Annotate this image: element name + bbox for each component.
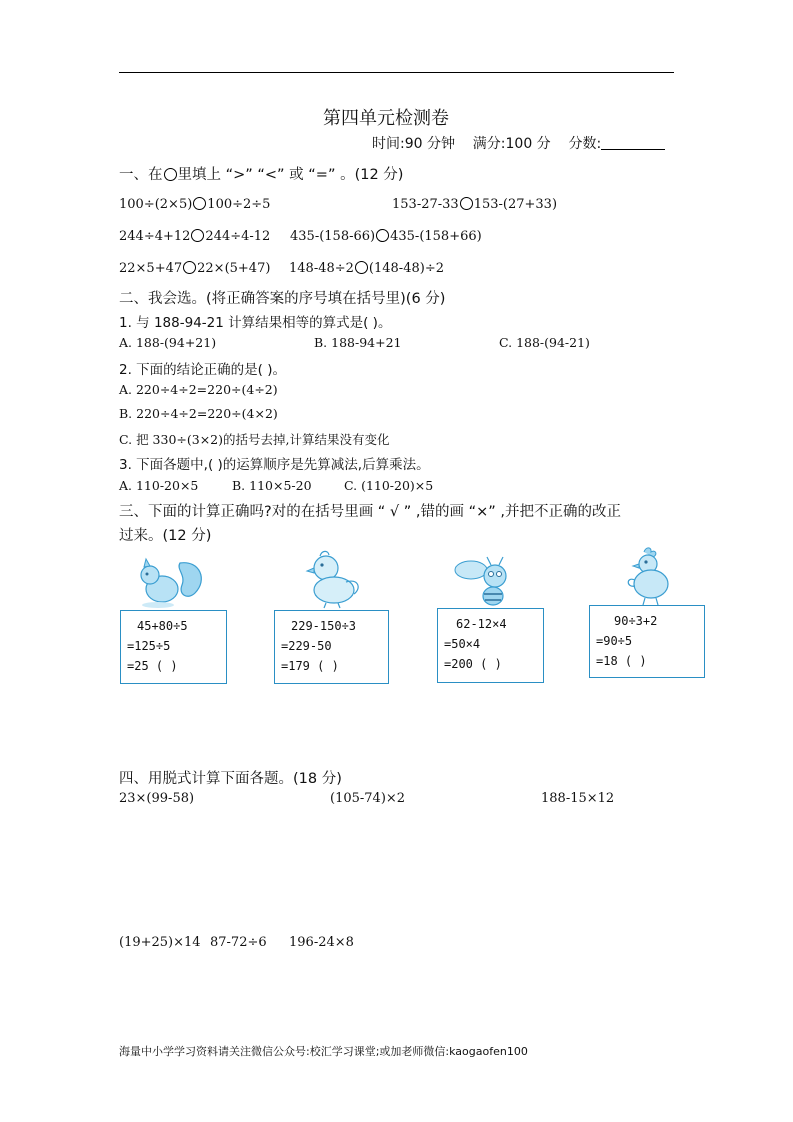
- calc-item-5: 87-72÷6: [210, 935, 267, 950]
- card-line: =90÷5: [596, 634, 633, 648]
- q3-option-b[interactable]: B. 110×5-20: [232, 478, 312, 493]
- card-line: =50×4: [444, 637, 481, 651]
- card-line: 62-12×4: [456, 617, 507, 631]
- squirrel-icon: [130, 555, 210, 610]
- bee-icon: [453, 554, 523, 610]
- meta-full-score: 满分:100 分: [472, 136, 551, 152]
- q2-option-c[interactable]: C. 把 330÷(3×2)的括号去掉,计算结果没有变化: [119, 432, 390, 447]
- compare-item-3a: [119, 261, 270, 276]
- answer-circle[interactable]: [376, 229, 389, 242]
- question-3: 3. 下面各题中,( )的运算顺序是先算减法,后算乘法。: [119, 457, 430, 473]
- card-answer-line[interactable]: =200 ( ): [444, 657, 502, 671]
- expr-left: 435-(158-66): [290, 229, 376, 244]
- section1-heading-post: 里填上 “>” “<” 或 “=” 。(12 分): [177, 167, 404, 183]
- check-card-2: [274, 610, 389, 684]
- compare-item-2a: [119, 229, 270, 244]
- q1-option-a[interactable]: A. 188-(94+21): [119, 335, 217, 350]
- expr-left: 244÷4+12: [119, 229, 191, 244]
- q1-option-b[interactable]: B. 188-94+21: [314, 335, 402, 350]
- hen-icon: [620, 546, 680, 608]
- section2-heading: 二、我会选。(将正确答案的序号填在括号里)(6 分): [119, 291, 446, 307]
- compare-item-3b: [289, 261, 444, 276]
- check-card-4: [589, 605, 705, 678]
- expr-left: 100÷(2×5): [119, 197, 193, 212]
- q2-option-b[interactable]: B. 220÷4÷2=220÷(4×2): [119, 406, 278, 421]
- calc-item-1: 23×(99-58): [119, 791, 195, 806]
- meta-time: 时间:90 分钟: [372, 136, 455, 152]
- chick-icon: [298, 548, 368, 610]
- expr-right: 22×(5+47): [197, 261, 271, 276]
- calc-item-3: 188-15×12: [541, 791, 615, 806]
- footer-note: 海量中小学学习资料请关注微信公众号:校汇学习课堂;或加老师微信:kaogaofen100: [119, 1045, 528, 1058]
- section3-heading-line2: 过来。(12 分): [119, 528, 212, 544]
- check-card-1: [120, 610, 227, 684]
- q1-option-c[interactable]: C. 188-(94-21): [499, 335, 590, 350]
- exam-meta: [372, 133, 665, 153]
- expr-right: 435-(158+66): [390, 229, 482, 244]
- top-rule: [119, 72, 674, 73]
- page-title: 第四单元检测卷: [323, 108, 449, 129]
- check-card-3: [437, 608, 544, 683]
- answer-circle[interactable]: [193, 197, 206, 210]
- expr-left: 148-48÷2: [289, 261, 354, 276]
- score-blank[interactable]: [601, 135, 665, 150]
- expr-right: (148-48)÷2: [368, 261, 444, 276]
- expr-left: 22×5+47: [119, 261, 183, 276]
- section1-heading: [119, 163, 403, 184]
- answer-circle[interactable]: [183, 261, 196, 274]
- calc-item-4: (19+25)×14: [119, 935, 201, 950]
- compare-item-1b: [392, 197, 557, 212]
- card-answer-line[interactable]: =18 ( ): [596, 654, 647, 668]
- card-line: 229-150÷3: [291, 619, 357, 633]
- calc-item-2: (105-74)×2: [330, 791, 406, 806]
- expr-right: 153-(27+33): [473, 197, 558, 212]
- expr-right: 100÷2÷5: [207, 197, 271, 212]
- card-answer-line[interactable]: =179 ( ): [281, 659, 339, 673]
- answer-circle[interactable]: [460, 197, 473, 210]
- card-answer-line[interactable]: =25 ( ): [127, 659, 178, 673]
- card-line: =229-50: [281, 639, 332, 653]
- answer-circle[interactable]: [191, 229, 204, 242]
- compare-item-2b: [290, 229, 482, 244]
- card-line: 45+80÷5: [137, 619, 188, 633]
- card-line: =125÷5: [127, 639, 171, 653]
- question-1: 1. 与 188-94-21 计算结果相等的算式是( )。: [119, 315, 392, 331]
- expr-left: 153-27-33: [392, 197, 459, 212]
- card-line: 90÷3+2: [614, 614, 658, 628]
- question-2: 2. 下面的结论正确的是( )。: [119, 362, 286, 378]
- section4-heading: 四、用脱式计算下面各题。(18 分): [119, 771, 342, 787]
- q2-option-a[interactable]: A. 220÷4÷2=220÷(4÷2): [119, 382, 278, 397]
- section3-heading-line1: 三、下面的计算正确吗?对的在括号里画 “ √ ” ,错的画 “×” ,并把不正确的改正: [119, 504, 622, 520]
- compare-item-1a: [119, 197, 270, 212]
- meta-score-label: 分数:: [568, 136, 602, 152]
- q3-option-a[interactable]: A. 110-20×5: [119, 478, 199, 493]
- answer-circle[interactable]: [355, 261, 368, 274]
- circle-icon: [164, 168, 177, 181]
- q3-option-c[interactable]: C. (110-20)×5: [344, 478, 434, 493]
- calc-item-6: 196-24×8: [289, 935, 354, 950]
- section1-heading-pre: 一、在: [119, 167, 163, 183]
- expr-right: 244÷4-12: [205, 229, 271, 244]
